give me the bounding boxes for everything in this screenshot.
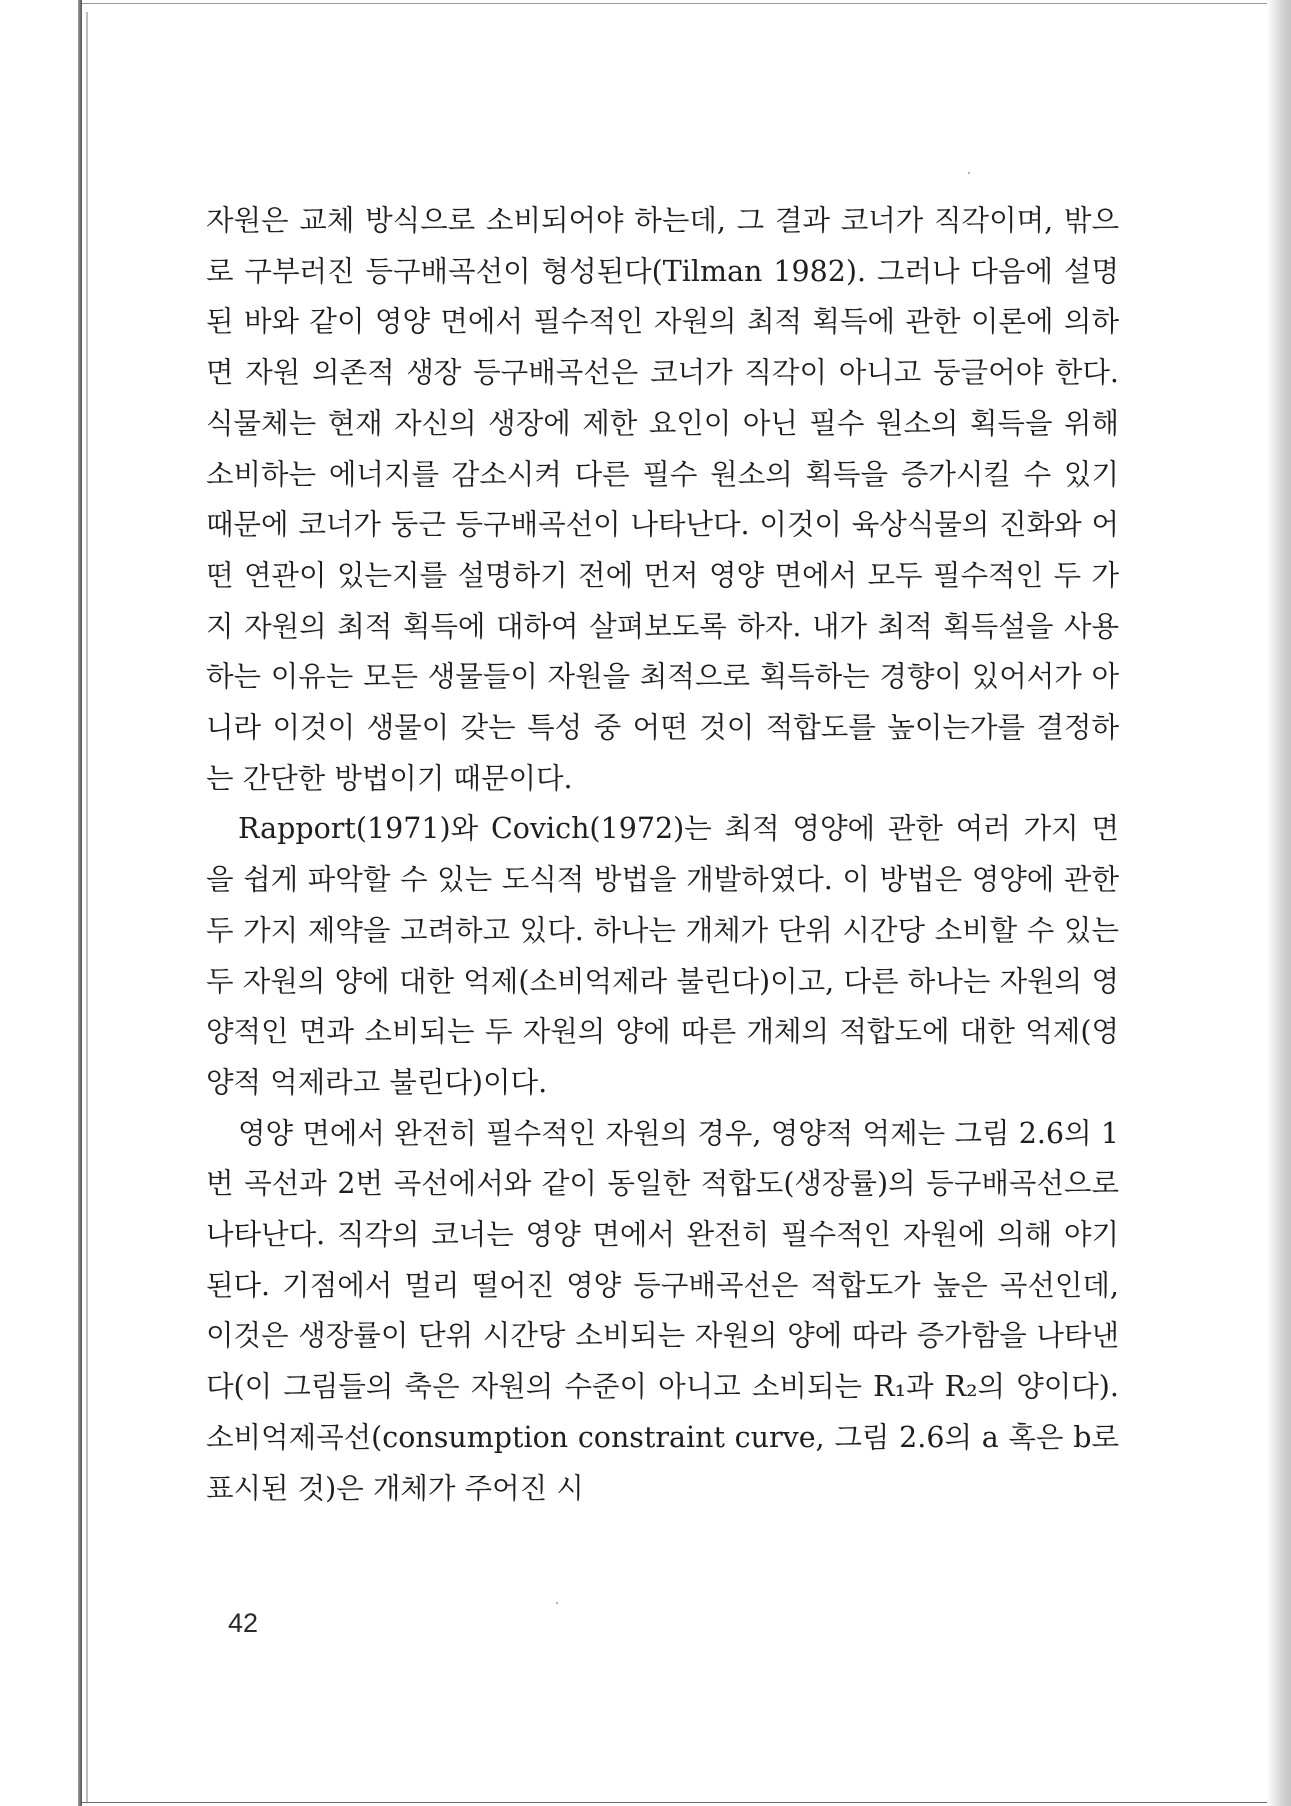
- page-right-shadow: [1267, 0, 1291, 1806]
- scan-speck: [968, 172, 970, 174]
- page-binding-edge-inner: [86, 12, 88, 1802]
- paragraph-1: 자원은 교체 방식으로 소비되어야 하는데, 그 결과 코너가 직각이며, 밖으로 구부러진 등구배곡선이 형성된다(Tilman 1982). 그러나 다음에 설명된 바와 같이 영양 면에서 필수적인 자원의 최적 획득에 관한 이론에 의하면 자원 의존적 생장 등구배곡선은 코너가 직각이 아니고 둥글어야 한다. 식물체는 현재 자신의 생장에 제한 요인이 아닌 필수 원소의 획득을 위해 소비하는 에너지를 감소시켜 다른 필수 원소의 획득을 증가시킬 수 있기 때문에 코너가 둥근 등구배곡선이 나타난다. 이것이 육상식물의 진화와 어떤 연관이 있는지를 설명하기 전에 먼저 영양 면에서 모두 필수적인 두 가지 자원의 최적 획득에 대하여 살펴보도록 하자. 내가 최적 획득설을 사용하는 이유는 모든 생물들이 자원을 최적으로 획득하는 경향이 있어서가 아니라 이것이 생물이 갖는 특성 중 어떤 것이 적합도를 높이는가를 결정하는 간단한 방법이기 때문이다.: [206, 204, 1119, 795]
- body-text: [206, 196, 1119, 1514]
- scan-speck: [556, 1602, 558, 1604]
- page-number: 42: [228, 1608, 259, 1638]
- paragraph-2: Rapport(1971)와 Covich(1972)는 최적 영양에 관한 여러 가지 면을 쉽게 파악할 수 있는 도식적 방법을 개발하였다. 이 방법은 영양에 관한 두 가지 제약을 고려하고 있다. 하나는 개체가 단위 시간당 소비할 수 있는 두 자원의 양에 대한 억제(소비억제라 불린다)이고, 다른 하나는 자원의 영양적인 면과 소비되는 두 자원의 양에 따른 개체의 적합도에 대한 억제(영양적 억제라고 불린다)이다.: [206, 812, 1119, 1099]
- page-binding-edge: [78, 0, 82, 1806]
- paragraph-3: 영양 면에서 완전히 필수적인 자원의 경우, 영양적 억제는 그림 2.6의 1번 곡선과 2번 곡선에서와 같이 동일한 적합도(생장률)의 등구배곡선으로 나타난다. 직각의 코너는 영양 면에서 완전히 필수적인 자원에 의해 야기된다. 기점에서 멀리 떨어진 영양 등구배곡선은 적합도가 높은 곡선인데, 이것은 생장률이 단위 시간당 소비되는 자원의 양에 따라 증가함을 나타낸다(이 그림들의 축은 자원의 수준이 아니고 소비되는 R₁과 R₂의 양이다). 소비억제곡선(consumption constraint curve, 그림 2.6의 a 혹은 b로 표시된 것)은 개체가 주어진 시: [206, 1116, 1119, 1505]
